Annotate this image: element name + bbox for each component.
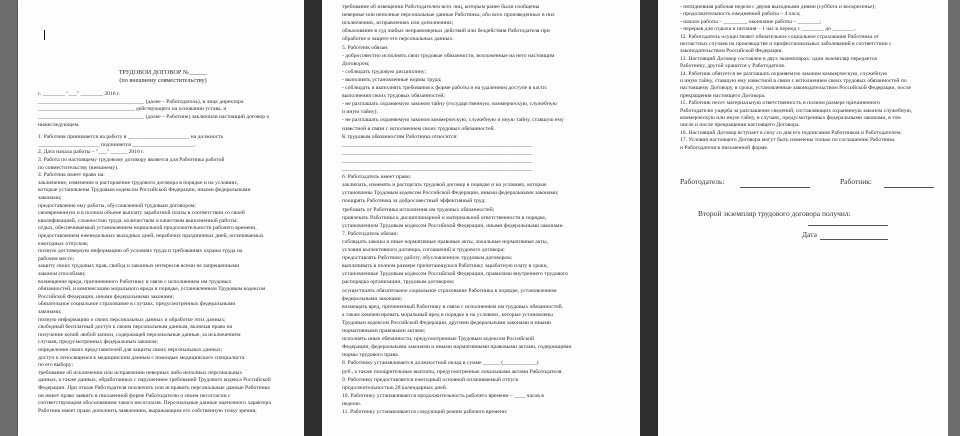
text-line: и иную тайну); [342, 109, 378, 116]
text-line: 6. Работодатель имеет право: [342, 174, 412, 181]
text-line: 9. Работнику предоставляется ежегодный основной оплачиваемый отпуск [342, 376, 519, 383]
text-line: - начало работы – ________, окончание работы – ________; [680, 18, 822, 25]
employer-signature-label: Работодатель: [680, 178, 725, 186]
text-line: - выполнять установленные нормы труда; [342, 76, 442, 83]
text-line: 3. Работа по настоящему трудовому договору является для Работника работой [38, 157, 225, 163]
text-line: по совместительству (внешнему). [38, 164, 119, 171]
employer-signature-line [740, 186, 810, 188]
text-line: получение копий любой записи, содержащей персональные данные, за исключением [38, 331, 241, 338]
text-line: 10. Работнику устанавливается продолжительность рабочего времени – ____ часов в [342, 392, 544, 399]
text-line: Федерации. При отказе Работодателя исключить или исправить персональные данные Работника [38, 385, 270, 391]
text-line: установлены Трудовым кодексом Российской Федерации, иными федеральными законами; [342, 190, 559, 197]
text-line: ____________________________________________________________________ [342, 141, 533, 148]
text-line: - не разглашать охраняемую законом коммерческую, служебную и иную тайну, ставшую ему [342, 117, 564, 124]
text-line: привлекать Работника к дисциплинарной и материальной ответственности в порядке, [342, 214, 547, 221]
text-line: ______________________________________ (далее – Работодатель), в лице директора [38, 98, 244, 105]
text-line: соблюдать законы и иные нормативные правовые акты, локальные нормативные акты, [342, 238, 548, 245]
text-line: по его выбору; [38, 362, 74, 369]
text-line: 15. Работник несет материальную ответственность в полном размере причиненного [680, 100, 881, 107]
text-line: отдых, обеспечиваемый установлением нормальной продолжительности рабочего времени, [38, 225, 257, 232]
text-line: ____________________________________________________________________ [342, 166, 533, 172]
text-line: рабочем месте; [38, 255, 75, 262]
text-line: ежегодных отпусков; [38, 240, 89, 247]
text-line: соответствующим обоснованием такого несогласия. Персональные данные оценочного характера [38, 400, 271, 407]
text-line: ТРУДОВОЙ ДОГОВОР №______ [118, 70, 208, 76]
text-line: 8. Работнику устанавливается должностной оклад в сумме ______ (____________) [342, 360, 539, 367]
text-line: руб., а также поощрительные выплаты, предусмотренные локальными актами Работодателя. [342, 368, 563, 375]
text-line: своевременную и в полном объеме выплату заработной платы в соответствии со своей [38, 210, 245, 217]
page-gap [304, 0, 322, 436]
text-line: неверные или неполные персональные данные Работника, обо всех произведенных в них [342, 12, 555, 19]
text-line: возмещение вреда, причиненного Работнику в связи с исполнением им трудовых [38, 278, 232, 285]
text-line: исполнять иные обязанности, предусмотренные Трудовым кодексом Российской [342, 336, 534, 343]
text-line: Работнику, другой хранится у Работодателя. [680, 63, 786, 70]
text-line: он имеет право заявить в письменной форме Работодателю о своем несогласии с [38, 392, 231, 399]
page-1-text [18, 0, 304, 436]
text-line: возмещать вред, причиненный Работнику в связи с исполнением им трудовых обязанностей, [342, 303, 564, 310]
text-line: обязанностей, и компенсацию морального вреда в порядке, установленном Трудовым кодексом [38, 286, 266, 293]
text-line: Федерации, федеральными законами и иными нормативными правовыми актами, содержащими [342, 344, 572, 351]
text-line: распорядка организации, трудовым договором; [342, 279, 455, 286]
text-line: Трудовым кодексом Российской Федерации, другими федеральными законами и иными [342, 319, 551, 326]
text-line: К трудовым обязанностям Работника относится: [342, 133, 458, 140]
text-line: случаев, предусмотренных федеральным законом; [38, 339, 159, 346]
document-page-2[interactable] [322, 0, 640, 436]
text-line: Российской Федерации, иными федеральными законами; [38, 293, 175, 300]
text-line: ______________________________________ (далее – Работник) заключили настоящий договор о [38, 114, 270, 120]
right-margin [948, 0, 960, 436]
employee-signature-line [884, 186, 934, 188]
text-line: 14. Работник обязуется не разглашать охраняемую законом коммерческую, служебную [680, 70, 888, 77]
text-line: а также компенсировать моральный вред в порядке и на условиях, которые установлены [342, 311, 553, 318]
text-line: (по внешнему совместительству) [119, 77, 207, 84]
text-line: условия коллективного договора, соглашений и трудового договора; [342, 247, 505, 253]
text-line: неделю. [342, 400, 362, 407]
text-line: предоставлением еженедельных выходных дней, нерабочих праздничных дней, оплачиваемых [38, 233, 264, 239]
text-line: коммерческую или иную тайну, в случаях, предусмотренных федеральными законами, в том [680, 115, 901, 121]
text-line: требование об извещении Работодателем всех лиц, которым ранее были сообщены [342, 4, 540, 10]
text-line: и Работодателя в письменной форме. [680, 144, 769, 151]
text-line: - пятидневная рабочая неделя с двумя выходными днями (суббота и воскресенье); [680, 4, 876, 10]
text-line: защиту своих трудовых прав, свобод и законных интересов всеми не запрещенными [38, 263, 240, 270]
text-line: ____________________________________________________________________ [342, 157, 533, 164]
text-line: нижеследующем. [38, 121, 80, 128]
text-line: предоставлять Работнику работу, обусловленную трудовым договором; [342, 255, 513, 262]
text-line: 13. Настоящий Договор составлен в двух экземплярах: один экземпляр передается [680, 55, 877, 62]
text-line: обработке и защите его персональных данных. [342, 36, 454, 43]
text-line: 5. Работник обязан: [342, 44, 389, 51]
copy-signature-line [808, 224, 888, 226]
text-line: квалификацией, сложностью труда, количеством и качеством выполненной работы; [38, 217, 238, 224]
text-line: числе и после прекращения настоящего Договора. [680, 122, 800, 129]
text-line: прекращения настоящего Договора. [680, 92, 766, 99]
text-line: 12. Работодатель осуществляет обязательное социальное страхование Работника от [680, 33, 880, 40]
text-line: несчастных случаев на производстве и профессиональных заболеваний в соответствии с [680, 41, 892, 47]
document-page-3[interactable] [658, 0, 948, 436]
text-line: 7. Работодатель обязан: [342, 230, 398, 237]
text-line: 16. Настоящий Договор вступает в силу со дня его подписания Работником и Работодателем. [680, 129, 902, 136]
date-line [820, 238, 888, 240]
text-line: и иную тайну, ставшую ему известной в связи с исполнением своих трудовых обязанностей по [680, 78, 907, 84]
page-gap [640, 0, 658, 436]
text-line: федеральными законами; [342, 295, 403, 302]
text-line: выплачивать в полном размере причитающуюся Работнику заработную плату в сроки, [342, 263, 549, 270]
text-line: г. ________ "___" ________ 2016 г. [38, 91, 121, 98]
text-line: полную достоверную информацию об условиях труда и требованиях охраны труда на [38, 248, 243, 255]
text-line: - добросовестно исполнять свои трудовые обязанности, возложенные на него настоящим [342, 52, 555, 59]
page-2-text [322, 0, 640, 436]
text-line: нормы трудового права. [342, 352, 399, 359]
text-line: известной в связи с исполнением своих трудовых обязанностей. [342, 125, 496, 132]
text-line: - перерыв для отдыха и питания – 1 час в период с ________ до ________. [680, 26, 857, 33]
text-line: предоставление ему работы, обусловленной трудовым договором; [38, 202, 196, 209]
text-line: Договором; [342, 60, 370, 67]
date-label: Дата [802, 231, 817, 239]
left-margin [0, 0, 18, 436]
text-line: требование об исключении или исправлении неверных либо неполных персональных [38, 369, 243, 376]
text-line: свободный бесплатный доступ к своим персональным данным, включая право на [38, 324, 233, 331]
text-line: настоящему Договору, в сроки, установленные законодательством Российской Федерации, после [680, 85, 912, 92]
text-line: доступ к относящимся к медицинским данным с помощью медицинского специалиста [38, 354, 245, 361]
text-line: установленные Трудовым кодексом Российской Федерации, правилами внутреннего трудового [342, 271, 568, 278]
text-line: __________________________________, действующего на основании устава, и [38, 106, 227, 113]
text-line: 11. Работнику устанавливается следующий режим рабочего времени: [342, 409, 508, 415]
text-line: 4. Работник имеет право на: [38, 172, 105, 179]
text-line: обжалование в суд любых неправомерных действий или бездействия Работодателя при [342, 28, 550, 35]
text-line: законами; [38, 309, 62, 315]
text-line: законами; [38, 195, 62, 201]
text-line: заключать, изменять и расторгать трудовой договор в порядке и на условиях, которые [342, 182, 547, 189]
document-page-1[interactable] [18, 0, 304, 436]
text-line: 2. Дата начала работы – "___" ______ 2016 г. [38, 149, 145, 156]
text-line: осуществлять обязательное социальное страхование Работника в порядке, установленном [342, 287, 557, 294]
copy-received-label: Второй экземпляр трудового договора получил: [698, 210, 851, 218]
text-line: продолжительностью 28 календарных дней. [342, 384, 448, 391]
text-line: - соблюдать трудовую дисциплину; [342, 68, 427, 75]
text-line: исключениях, исправлениях или дополнениях; [342, 20, 454, 27]
text-line: ____________________________________________________________________ [342, 149, 533, 156]
text-line: данных, а также данных, обработанных с нарушением требований Трудового кодекса Российской [38, 377, 271, 384]
text-line: Работник имеет право дополнить заявлением, выражающим его собственную точку зрения; [38, 407, 257, 414]
text-line: - не разглашать охраняемую законом тайну (государственную, коммерческую, служебную [342, 101, 557, 108]
text-line: Работодателю ущерба за разглашение сведений, составляющих охраняемую законом служебную, [680, 107, 913, 114]
text-line: заключение, изменение и расторжение трудового договора в порядке и на условиях, [38, 179, 239, 186]
text-line: - соблюдать и выполнять требования к форме работы и на удаленном доступе в части: [342, 85, 548, 91]
text-line: - продолжительность ежедневной работы – 4 часа; [680, 11, 801, 18]
employee-signature-label: Работник: [840, 178, 872, 186]
text-line: полную информацию о своих персональных данных и обработке этих данных; [38, 316, 226, 323]
text-line: выполнения своих трудовых обязанностей; [342, 93, 445, 100]
text-line: ______________________ подчиняется ______________________. [38, 141, 196, 148]
text-line: нормативными правовыми актами; [342, 328, 426, 334]
text-line: установленном Трудовым кодексом Российской Федерации, иными федеральными законами. [342, 222, 564, 229]
text-line: законом способами; [38, 271, 86, 277]
page-3-text [658, 0, 948, 436]
text-line: 1. Работник принимается на работу в ______________________ на должность [38, 134, 224, 141]
text-line: законодательством Российской Федерации. [680, 48, 783, 55]
text-line: определение своих представителей для защиты своих персональных данных; [38, 347, 223, 353]
text-line: которые установлены Трудовым кодексом Российской Федерации, иными федеральными [38, 187, 251, 194]
text-line: обязательное социальное страхование в случаях, предусмотренных федеральными [38, 301, 236, 308]
text-line: поощрять Работника за добросовестный эффективный труд; [342, 198, 486, 205]
text-line: 17. Условия настоящего Договора могут быть изменены только по соглашению Работника [680, 137, 895, 144]
text-line: требовать от Работника исполнения им трудовых обязанностей; [342, 206, 495, 213]
